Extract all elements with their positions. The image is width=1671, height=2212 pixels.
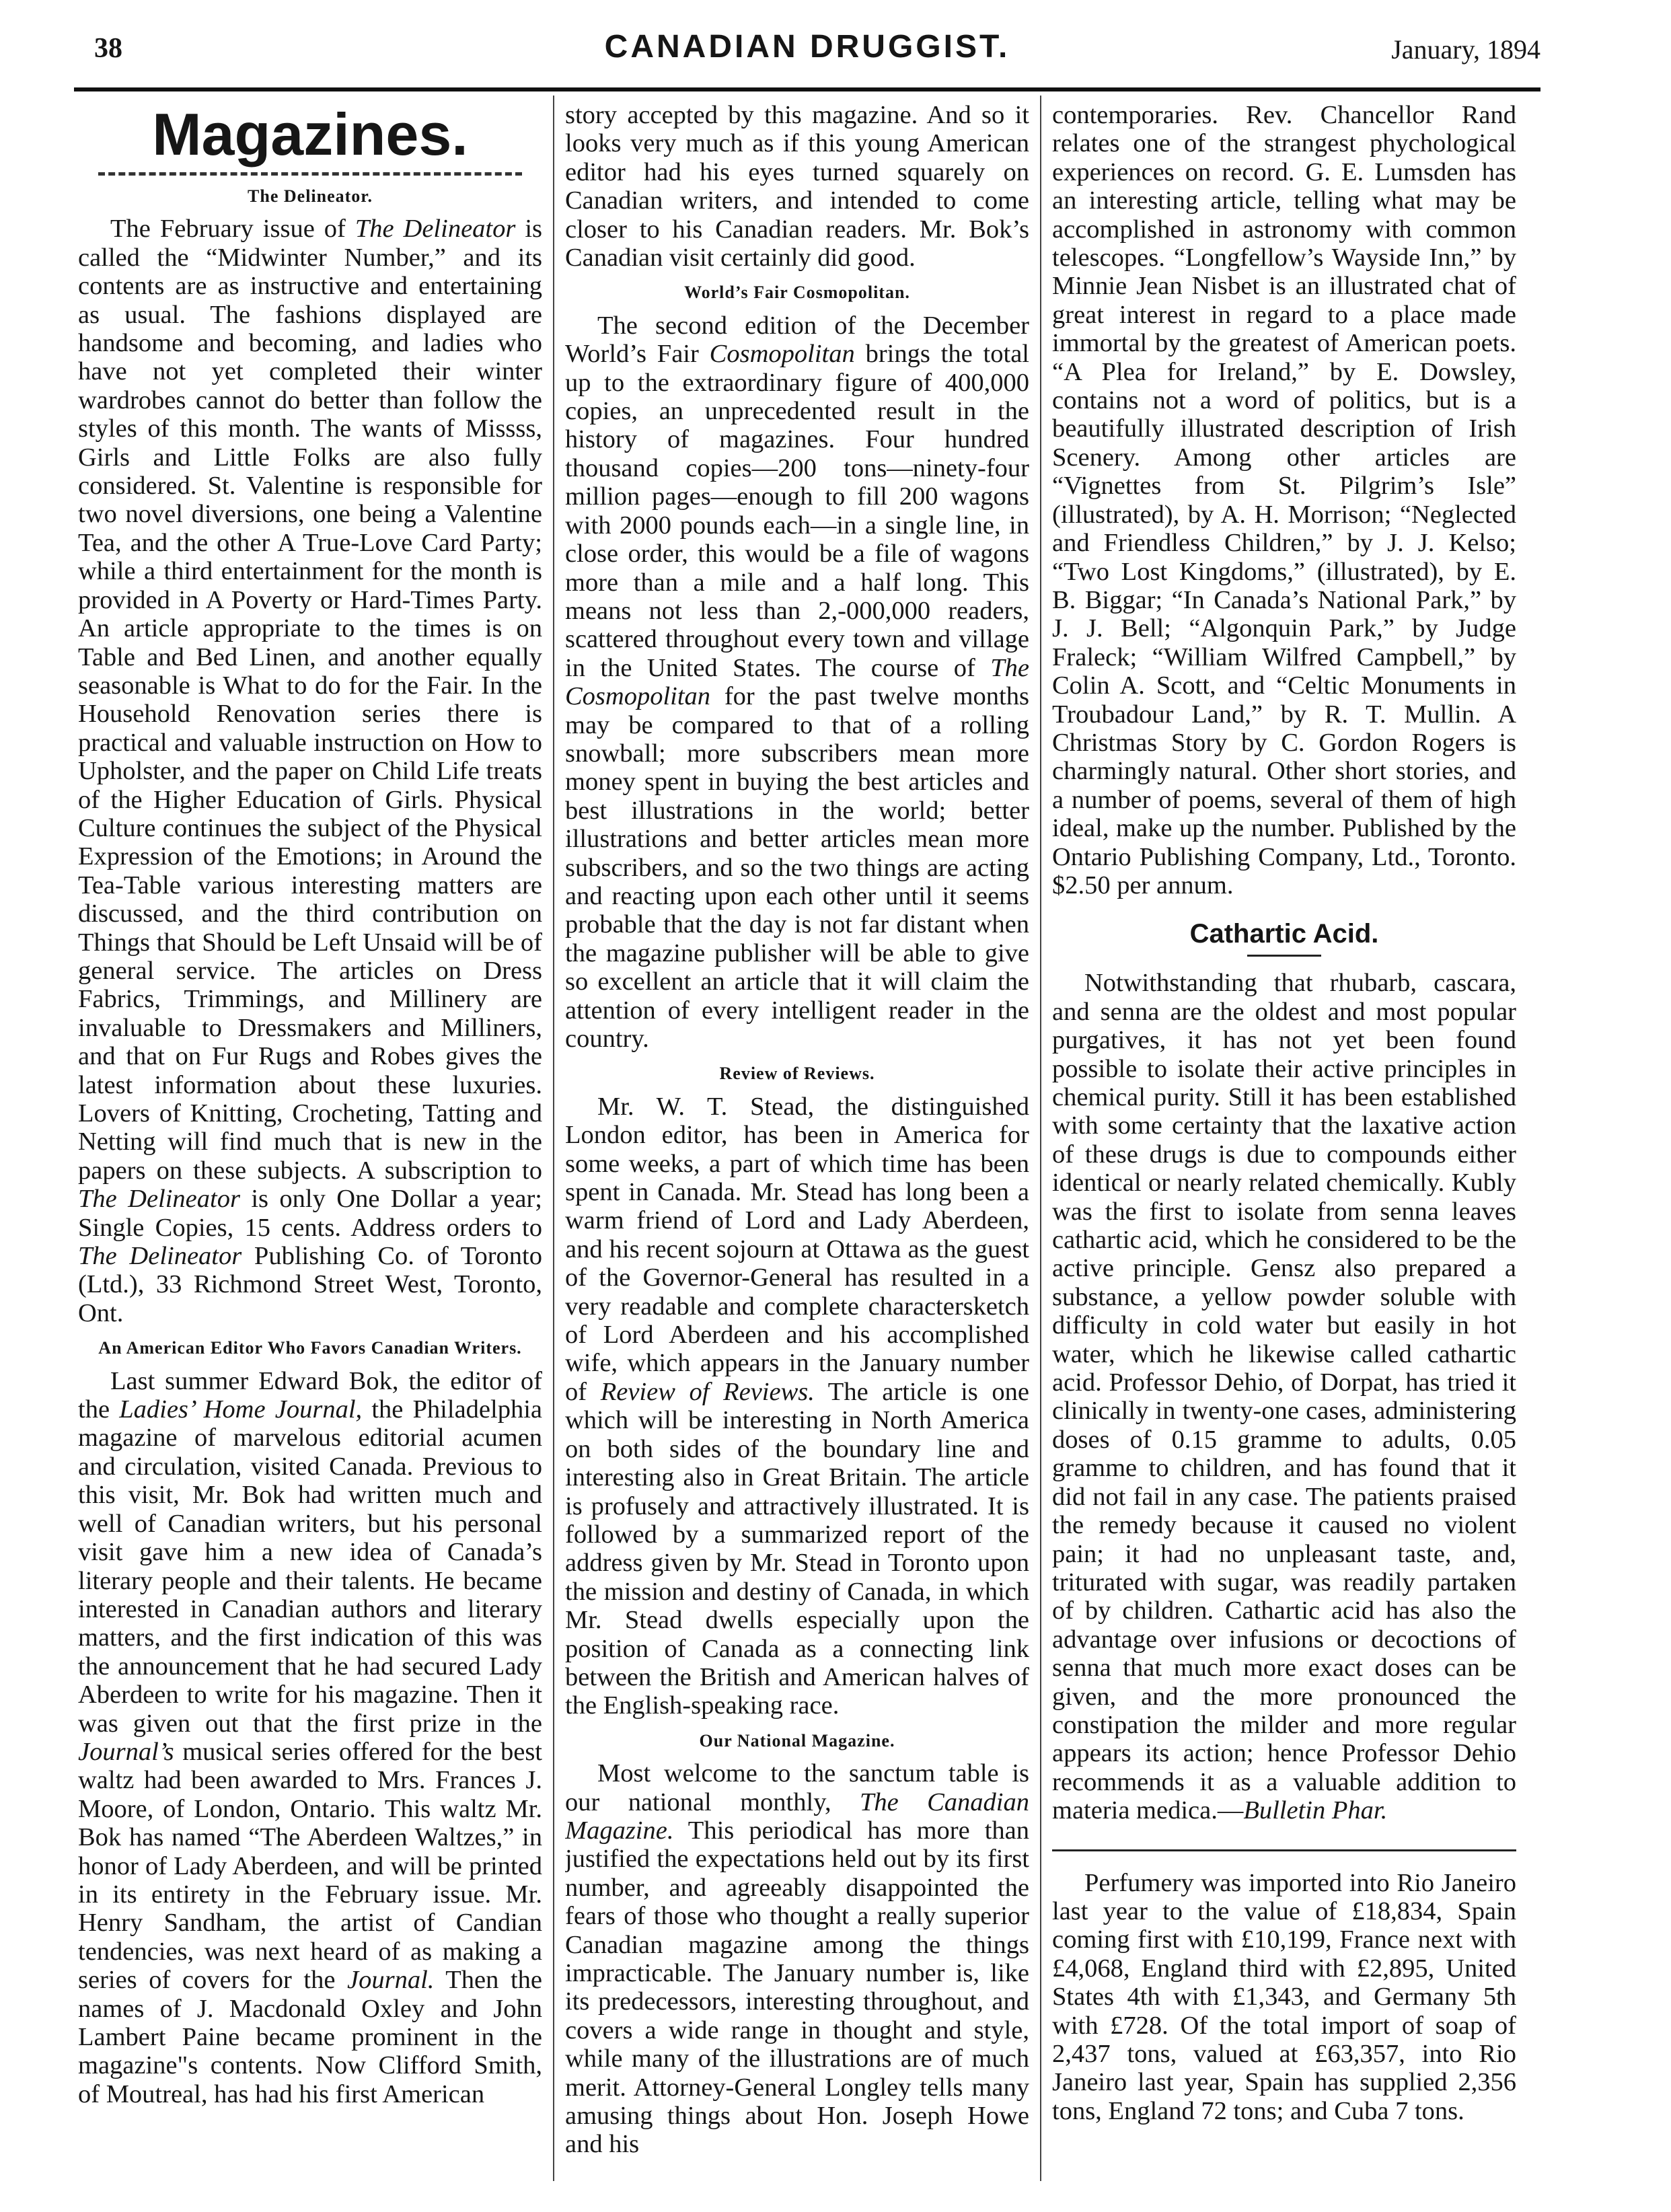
paragraph-delineator: The February issue of The Delineator is called the “Midwinter Number,” and its contents are as instructive and entertaining as usual. The fashions displayed are handsome and becoming, and ladies who have not yet completed their winter wardrobes cannot do better than follow the styles of this month. The wants of Missss, Girls and Little Folks are also fully considered. St. Valentine is responsible for two novel diversions, one being a Valentine Tea, and the other A True-Love Card Party; while a third entertainment for the month is provided in A Poverty or Hard-Times Party. An article appropriate to the times is on Table and Bed Linen, and another equally seasonable is What to do for the Fair. In the Household Renovation series there is practical and valuable instruction on How to Upholster, and the paper on Child Life treats of the Higher Education of Girls. Physical Culture continues the subject of the Physical Expression of the Emotions; in Around the Tea-Table various interesting matters are discussed, and the third contribution on Things that Should be Left Unsaid will be of general service. The articles on Dress Fabrics, Trimmings, and Millinery are invaluable to Dressmakers and Milliners, and that on Fur Rugs and Robes gives the latest information about these luxuries. Lovers of Knitting, Crocheting, Tatting and Netting will find much that is new in the papers on these subjects. A subscription to The Delineator is only One Dollar a year; Single Copies, 15 cents. Address orders to The Delineator Publishing Co. of Toronto (Ltd.), 33 Richmond Street West, Toronto, Ont. <box>78 215 542 1327</box>
page-header <box>74 27 1540 75</box>
subheading-american-editor: An American Editor Who Favors Canadian Writers. <box>98 1338 522 1358</box>
paragraph-national-magazine: Most welcome to the sanctum table is our national monthly, The Canadian Magazine. This periodical has more than justified the expectations held out by its first number, and agreeably disappointed the fears of those who thought a really superior Canadian magazine among the things impracticable. The January number is, like its predecessors, interesting throughout, and covers a wide range in thought and style, while many of the illustrations are of much merit. Attorney-General Longley tells many amusing things about Hon. Joseph Howe and his <box>565 1759 1029 2159</box>
paragraph-review-of-reviews: Mr. W. T. Stead, the distinguished London editor, has been in America for some weeks, a part of which time has been spent in Canada. Mr. Stead has long been a warm friend of Lord and Lady Aberdeen, and his recent sojourn at Ottawa as the guest of the Governor-General has resulted in a very readable and complete charactersketch of Lord Aberdeen and his accomplished wife, which appears in the January number of Review of Reviews. The article is one which will be interesting in North America on both sides of the boundary line and interesting also in Great Britain. The article is profusely and attractively illustrated. It is followed by a summarized report of the address given by Mr. Stead in Toronto upon the mission and destiny of Canada, in which Mr. Stead dwells especially upon the position of Canada as a connecting link between the British and American halves of the English-speaking race. <box>565 1092 1029 1720</box>
italic-title: Ladies’ Home Journal, <box>119 1395 363 1424</box>
issue-date: January, 1894 <box>1391 34 1540 65</box>
italic-title: Journal’s <box>78 1737 174 1766</box>
publication-title: CANADIAN DRUGGIST. <box>604 29 1010 65</box>
paragraph-continued-2: contemporaries. Rev. Chancellor Rand relates one of the strangest phychological experiences on record. G. E. Lumsden has an interesting article, telling what may be accomplished in astronomy with common telescopes. “Longfellow’s Wayside Inn,” by Minnie Jean Nisbet is an illustrated chat of great interest in regard to a place made immortal by the greatest of American poets. “A Plea for Ireland,” by E. Dowsley, contains not a word of politics, but is a beautifully illustrated description of Irish Scenery. Among other articles are “Vignettes from St. Pilgrim’s Isle” (illustrated), by A. H. Morrison; “Neglected and Friendless Children,” by J. J. Kelso; “Two Lost Kingdoms,” (illustrated), by E. B. Biggar; “In Canada’s National Park,” by J. J. Bell; “Algonquin Park,” by Judge Fraleck; “William Wilfred Campbell,” by Colin A. Scott, and “Celtic Monuments in Troubadour Land,” by R. T. Mullin. A Christmas Story by C. Gordon Rogers is charmingly natural. Other short stories, and a number of poems, several of them of high ideal, make up the number. Published by the Ontario Publishing Company, Ltd., Toronto. $2.50 per annum. <box>1052 101 1516 899</box>
italic-title: The Delineator <box>78 1242 242 1271</box>
italic-title: The Delineator <box>355 215 516 244</box>
paragraph-cosmopolitan: The second edition of the December World’s Fair Cosmopolitan brings the total up to the extraordinary figure of 400,000 copies, an unprecedented result in the history of magazines. Four hundred thousand copies—200 tons—ninety-four million pages—enough to fill 200 wagons with 2000 pounds each—in a single line, in close order, this would be a file of wagons more than a mile and a half long. This means not less than 2,-000,000 readers, scattered throughout every town and village in the United States. The course of The Cosmopolitan for the past twelve months may be compared to that of a rolling snowball; more subscribers mean more money spent in buying the best articles and best illustrations in the world; better illustrations and better articles mean more subscribers, and so the two things are acting and reacting upon each other until it seems probable that the day is not far distant when the magazine publisher will be able to give so excellent an article that it will claim the attention of every intelligent reader in the country. <box>565 311 1029 1053</box>
heading-rule <box>98 172 522 176</box>
italic-title: The Delineator <box>78 1185 240 1214</box>
heading-short-rule <box>1247 955 1321 957</box>
subheading-national-magazine: Our National Magazine. <box>699 1730 895 1750</box>
header-rule <box>74 87 1540 91</box>
section-divider <box>1052 1849 1516 1851</box>
cathartic-acid-heading: Cathartic Acid. <box>1189 919 1379 949</box>
column-3 <box>1052 101 1516 2186</box>
italic-title: The Cosmopolitan <box>565 653 1029 711</box>
paragraph-continued: story accepted by this magazine. And so it looks very much as if this young American editor had his eyes turned squarely on Canadian writers, and intended to come closer to his Canadian readers. Mr. Bok’s Canadian visit certainly did good. <box>565 101 1029 272</box>
italic-title: Review of Reviews. <box>600 1377 815 1406</box>
column-1 <box>78 101 542 2186</box>
column-rule <box>1040 96 1041 2181</box>
paragraph-american-editor: Last summer Edward Bok, the editor of the Ladies’ Home Journal, the Philadelphia magazine of marvelous editorial acumen and circulation, visited Canada. Previous to this visit, Mr. Bok had written much and well of Canadian writers, but his personal visit gave him a new idea of Canada’s literary people and their talents. He became interested in Canadian authors and literary matters, and the first indication of this was the announcement that he had secured Lady Aberdeen to write for his magazine. Then it was given out that the first prize in the Journal’s musical series offered for the best waltz had been awarded to Mrs. Frances J. Moore, of London, Ontario. This waltz Mr. Bok has named “The Aberdeen Waltzes,” in honor of Lady Aberdeen, and will be printed in its entirety in the February issue. Mr. Henry Sandham, the artist of Candian tendencies, was next heard of as making a series of covers for the Journal. Then the names of J. Macdonald Oxley and John Lambert Paine became prominent in the magazine"s contents. Now Clifford Smith, of Moutreal, has had his first American <box>78 1366 542 2108</box>
column-2 <box>565 101 1029 2186</box>
magazines-heading: Magazines. <box>152 101 468 168</box>
subheading-review-of-reviews: Review of Reviews. <box>719 1064 875 1084</box>
italic-title: Bulletin Phar. <box>1243 1796 1388 1825</box>
subheading-delineator: The Delineator. <box>248 186 373 206</box>
paragraph-perfumery: Perfumery was imported into Rio Janeiro last year to the value of £18,834, Spain coming first with £10,199, France next with £4,068, England third with £2,895, United States 4th with £1,343, and Germany 5th with £728. Of the total import of soap of 2,437 tons, valued at £63,357, into Rio Janeiro last year, Spain has supplied 2,356 tons, England 72 tons; and Cuba 7 tons. <box>1052 1868 1516 2125</box>
column-rule <box>553 96 554 2181</box>
italic-title: Cosmopolitan <box>709 340 855 369</box>
italic-title: The Canadian Magazine. <box>565 1787 1029 1845</box>
page-number: 38 <box>94 33 122 64</box>
subheading-cosmopolitan: World’s Fair Cosmopolitan. <box>684 283 910 303</box>
italic-title: Journal. <box>347 1966 435 1995</box>
paragraph-cathartic-acid: Notwithstanding that rhubarb, cascara, and senna are the oldest and most popular purgatives, it has not yet been found possible to isolate their active principles in chemical purity. Still it has been established with some certainty that the laxative action of these drugs is due to compounds either identical or nearly related chemically. Kubly was the first to isolate from senna leaves cathartic acid, which he considered to be the active principle. Gensz also prepared a substance, a yellow powder soluble with difficulty in cold water but easily in hot water, which he likewise called cathartic acid. Professor Dehio, of Dorpat, has tried it clinically in twenty-one cases, administering doses of 0.15 gramme to adults, 0.05 gramme to children, and has found that it did not fail in any case. The patients praised the remedy because it caused no violent pain; it had no unpleasant taste, and, triturated with sugar, was readily partaken of by children. Cathartic acid has also the advantage over infusions or decoctions of senna that much more exact doses can be given, and the more pronounced the constipation the milder and more regular appears its action; hence Professor Dehio recommends it as a valuable addition to materia medica.—Bulletin Phar. <box>1052 969 1516 1825</box>
